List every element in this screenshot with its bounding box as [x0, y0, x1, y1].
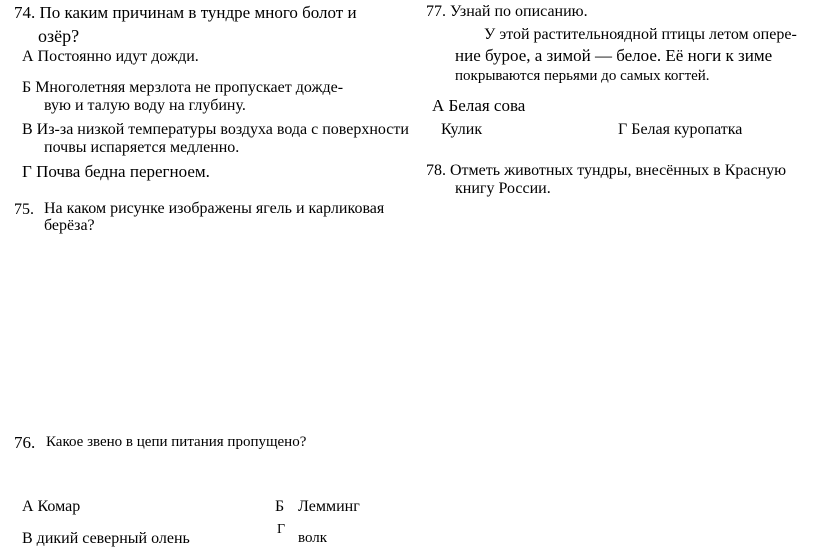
q74-title-line1: 74. По каким причинам в тундре много болот и: [14, 3, 357, 22]
q77-desc-line2: ние бурое, а зимой — белое. Её ноги к зиме: [455, 46, 773, 65]
q76-option-b-letter: Б: [275, 498, 285, 515]
q77-title: 77. Узнай по описанию.: [426, 3, 588, 20]
q75-number: 75.: [14, 201, 34, 218]
q74-option-b-line1: Б Многолетняя мерзлота не пропускает дожде-: [22, 79, 344, 96]
q76-option-g-text: волк: [298, 530, 328, 546]
q75-line1: На каком рисунке изображены ягель и карликовая: [44, 200, 385, 217]
q76-number: 76.: [14, 433, 36, 452]
q76-option-g-letter: Г: [277, 522, 286, 537]
q76-option-v: В дикий северный олень: [22, 530, 190, 547]
q74-option-a: А Постоянно идут дожди.: [22, 48, 199, 65]
q74-option-b-line2: вую и талую воду на глубину.: [44, 97, 246, 114]
q77-option-v-visible: Кулик: [441, 121, 483, 138]
q77-option-a: А Белая сова: [432, 96, 526, 115]
q74-option-v-line2: почвы испаряется медленно.: [44, 139, 240, 156]
q74-option-g: Г Почва бедна перегноем.: [22, 162, 210, 181]
q78-line2: книгу России.: [455, 180, 551, 197]
q77-desc-line1: У этой растительноядной птицы летом опере-: [484, 26, 797, 43]
q75-line2: берёза?: [44, 217, 95, 234]
q76-text: Какое звено в цепи питания пропущено?: [46, 434, 307, 450]
q74-option-v-line1: В Из-за низкой температуры воздуха вода с поверхности: [22, 121, 409, 138]
q77-desc-line3: покрываются перьями до самых когтей.: [455, 68, 710, 84]
q77-option-g: Г Белая куропатка: [618, 121, 743, 138]
q78-line1: 78. Отметь животных тундры, внесённых в Красную: [426, 162, 787, 179]
q76-option-a: А Комар: [22, 498, 81, 515]
q74-title-line2: озёр?: [38, 26, 80, 46]
q76-option-b-text: Лемминг: [298, 498, 360, 515]
